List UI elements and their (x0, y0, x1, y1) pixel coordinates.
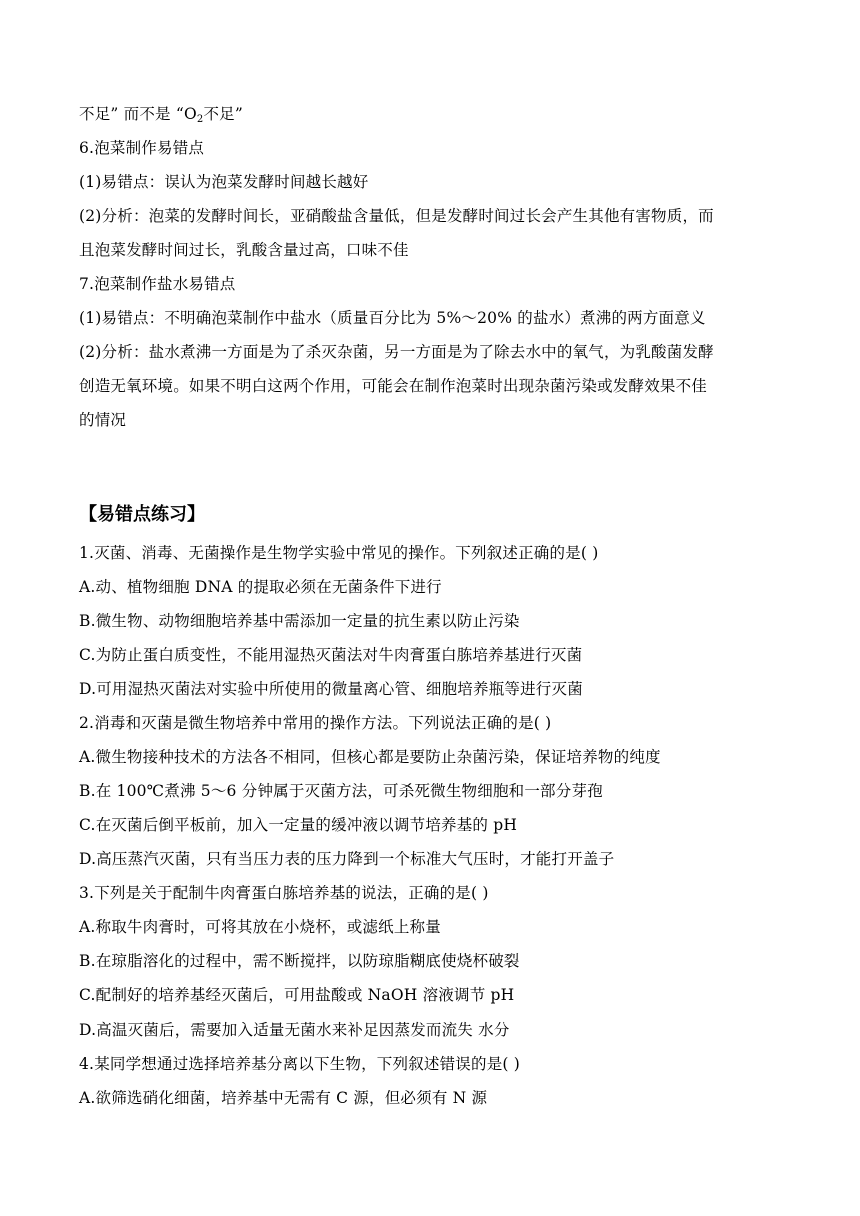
item6-title: 6.泡菜制作易错点 (79, 139, 205, 157)
item6-point2-line2: 且泡菜发酵时间过长，乳酸含量过高，口味不佳 (79, 241, 409, 259)
option-line: C.在灭菌后倒平板前，加入一定量的缓冲液以调节培养基的 pH (79, 816, 518, 834)
option-line: A.称取牛肉膏时，可将其放在小烧杯，或滤纸上称量 (79, 918, 441, 936)
item6-point1: (1)易错点：误认为泡菜发酵时间越长越好 (79, 173, 369, 191)
option-line: D.高压蒸汽灭菌，只有当压力表的压力降到一个标准大气压时，才能打开盖子 (79, 850, 615, 868)
continuation-line (79, 104, 799, 130)
option-line: C.为防止蛋白质变性，不能用湿热灭菌法对牛肉膏蛋白胨培养基进行灭菌 (79, 646, 583, 664)
question-line: 4.某同学想通过选择培养基分离以下生物，下列叙述错误的是( ) (79, 1055, 521, 1073)
option-line: B.微生物、动物细胞培养基中需添加一定量的抗生素以防止污染 (79, 612, 520, 630)
item7-title: 7.泡菜制作盐水易错点 (79, 275, 236, 293)
option-line: D.高温灭菌后，需要加入适量无菌水来补足因蒸发而流失 水分 (79, 1021, 510, 1039)
option-line: C.配制好的培养基经灭菌后，可用盐酸或 NaOH 溶液调节 pH (79, 986, 515, 1004)
item7-point2-line1: (2)分析：盐水煮沸一方面是为了杀灭杂菌，另一方面是为了除去水中的氧气，为乳酸菌发酵 (79, 343, 714, 361)
option-line: D.可用湿热灭菌法对实验中所使用的微量离心管、细胞培养瓶等进行灭菌 (79, 680, 583, 698)
item6-point2-line1: (2)分析：泡菜的发酵时间长，亚硝酸盐含量低，但是发酵时间过长会产生其他有害物质，而 (79, 207, 714, 225)
question-line: 3.下列是关于配制牛肉膏蛋白胨培养基的说法，正确的是( ) (79, 884, 489, 902)
option-line: A.微生物接种技术的方法各不相同，但核心都是要防止杂菌污染，保证培养物的纯度 (79, 748, 661, 766)
option-line: B.在 100℃煮沸 5～6 分钟属于灭菌方法，可杀死微生物细胞和一部分芽孢 (79, 782, 603, 800)
item7-point1: (1)易错点：不明确泡菜制作中盐水（质量百分比为 5%～20% 的盐水）煮沸的两方面意义 (79, 309, 706, 327)
item7-point2-line2: 创造无氧环境。如果不明白这两个作用，可能会在制作泡菜时出现杂菌污染或发酵效果不佳 (79, 377, 708, 395)
continuation-text: 不足” 而不是 “O (79, 105, 197, 123)
option-line: B.在琼脂溶化的过程中，需不断搅拌，以防琼脂糊底使烧杯破裂 (79, 952, 520, 970)
subscript-2: 2 (196, 114, 204, 125)
practice-heading: 【易错点练习】 (79, 504, 205, 525)
question-line: 2.消毒和灭菌是微生物培养中常用的操作方法。下列说法正确的是( ) (79, 714, 552, 732)
question-line: 1.灭菌、消毒、无菌操作是生物学实验中常见的操作。下列叙述正确的是( ) (79, 544, 599, 562)
option-line: A.欲筛选硝化细菌，培养基中无需有 C 源，但必须有 N 源 (79, 1089, 488, 1107)
continuation-tail: 不足” (203, 105, 244, 123)
item7-point2-line3: 的情况 (79, 411, 127, 429)
option-line: A.动、植物细胞 DNA 的提取必须在无菌条件下进行 (79, 578, 442, 596)
